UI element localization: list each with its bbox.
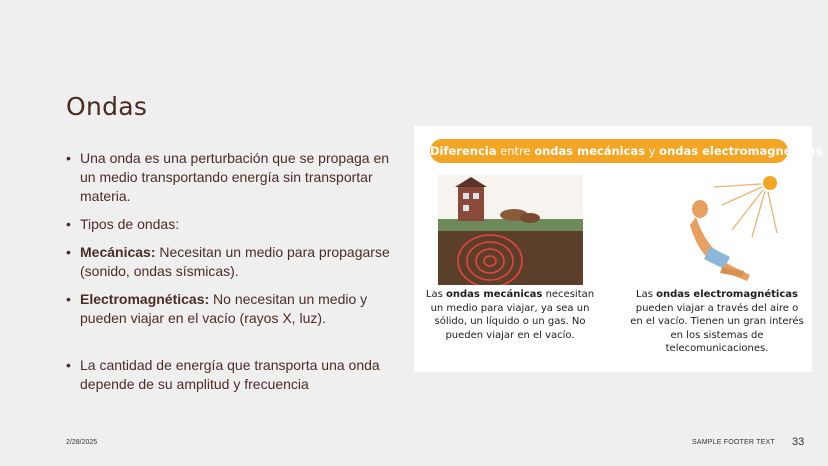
bullet-item [62,356,392,394]
bullet-text: No necesitan un medio y pueden viajar en el vacío (rayos X, luz). [80,291,368,326]
footer-text: SAMPLE FOOTER TEXT [692,439,775,446]
waves-infographic [414,126,823,372]
desc-text: Las [425,289,446,300]
bullet-text: Tipos de ondas: [80,216,180,232]
slide-title: Ondas [66,92,148,121]
desc-bold: ondas mecánicas [446,289,543,300]
banner-part: y [645,144,660,158]
bullet-text: Una onda es una perturbación que se propaga en un medio transportando energía sin transportar materia. [80,150,390,204]
banner-part: entre [496,144,535,158]
page-number: 33 [792,436,805,448]
bullet-item [62,149,392,206]
desc-text: necesitan un medio para viajar, ya sea un sólido, un líquido o un gas. No pueden viajar en el vacío. [430,289,595,341]
infographic-banner [430,139,823,163]
bullet-text: La cantidad de energía que transporta una onda depende de su amplitud y frecuencia [80,357,380,392]
bullet-item [62,290,392,328]
desc-bold: ondas electromagnéticas [656,289,798,300]
bullet-bold: Mecánicas: [80,244,156,260]
sunbather-illustration [652,175,792,285]
bullet-list [62,149,392,403]
seismic-wave-illustration [438,175,583,285]
bullet-item [62,215,392,234]
banner-part: ondas electromagnéticas [659,144,823,158]
banner-part: ondas mecánicas [534,144,646,158]
mechanical-description [425,288,595,342]
bullet-text: Necesitan un medio para propagarse (sonido, ondas sísmicas). [80,244,390,279]
footer-date: 2/28/2025 [66,439,98,446]
bullet-bold: Electromagnéticas: [80,291,210,307]
desc-text: pueden viajar a través del aire o en el vacío. Tienen un gran interés en los sistemas de telecomunicaciones. [630,302,804,354]
bullet-item [62,243,392,281]
electromagnetic-description [628,288,806,356]
desc-text: Las [636,289,657,300]
banner-part: Diferencia [430,144,497,158]
